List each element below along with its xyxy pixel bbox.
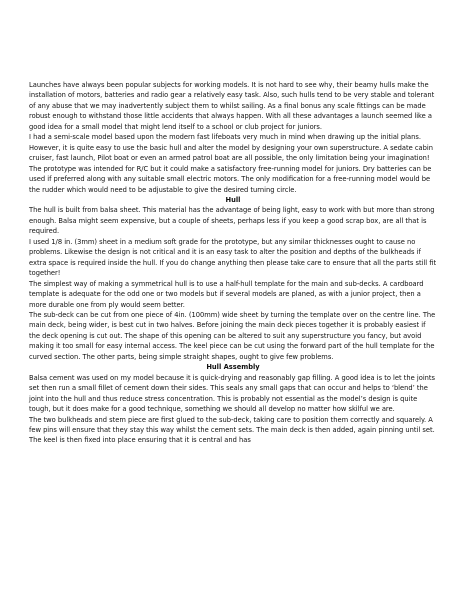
section-heading-hull-assembly: Hull Assembly bbox=[206, 363, 260, 372]
paragraph-hull-1: The hull is built from balsa sheet. This material has the advantage of being light, easy to work with but more than strong enough. Balsa might seem expensive, but a couple of sheets, perhaps less if you keep a good scrap box, are all that is required. bbox=[29, 206, 435, 236]
paragraph-hull-3: The simplest way of making a symmetrical hull is to use a half-hull template for the main and sub-decks. A cardboard template is adequate for the odd one or two models but if several models are planed, as with a junior project, then a more durable one from ply would seem better. bbox=[29, 279, 424, 309]
paragraph-intro-3: The prototype was intended for R/C but it could make a satisfactory free-running model for juniors. Dry batteries can be used if preferred along with any suitable small electric motors. The only modification for a free-running model would be the rudder which would need to be adjustable to give the desired turning circle. bbox=[29, 164, 432, 194]
paragraph-hull-2: I used 1/8 in. (3mm) sheet in a medium soft grade for the prototype, but any similar thicknesses ought to cause no problems. Likewise the design is not critical and it is an easy task to alter the position and depths of the bulkheads if extra space is required inside the hull. If you do change anything then please take care to ensure that all the parts still fit together! bbox=[29, 237, 437, 278]
paragraph-intro-1: Launches have always been popular subjects for working models. It is not hard to see why, their beamy hulls make the installation of motors, batteries and radio gear a relatively easy task. Also, such hulls tend to be very stable and tolerant of any abuse that we may inadvertently subject them to whilst sailing. As a final bonus any scale fittings can be made robust enough to withstand those little accidents that always happen. With all these advantages a launch seemed like a good idea for a small model that might lend itself to a school or club project for juniors. bbox=[29, 81, 435, 131]
paragraph-hull-4: The sub-deck can be cut from one piece of 4in. (100mm) wide sheet by turning the template over on the centre line. The main deck, being wider, is best cut in two halves. Before joining the main deck pieces together it is probably easiest if the deck opening is cut out. The shape of this opening can be altered to suit any superstructure you fancy, but avoid making it too small for easy internal access. The keel piece can be cut using the forward part of the hull template for the curved section. The other parts, being simple straight shapes, ought to give few problems. bbox=[29, 310, 436, 361]
paragraph-intro-2: I had a semi-scale model based upon the modern fast lifeboats very much in mind when drawing up the initial plans. However, it is quite easy to use the basic hull and alter the model by designing your own superstructure. A sedate cabin cruiser, fast launch, Pilot boat or even an armed patrol boat are all possible, the only limitation being your imagination! bbox=[29, 133, 433, 163]
paragraph-assembly-2: The two bulkheads and stem piece are first glued to the sub-deck, taking care to position them correctly and squarely. A few pins will ensure that they stay this way whilst the cement sets. The main deck is then added, again pinning until set. The keel is then fixed into place ensuring that it is central and has bbox=[29, 415, 435, 445]
paragraph-assembly-1: Balsa cement was used on my model because it is quick-drying and reasonably gap filling. A good idea is to let the joints set then run a small fillet of cement down their sides. This seals any small gaps that can occur and helps to ‘blend’ the joint into the hull and thus reduce stress concentration. This is probably not essential as the model’s design is quite tough, but it does make for a good technique, something we should all develop no matter how skilful we are. bbox=[29, 373, 436, 414]
section-heading-hull: Hull bbox=[225, 195, 241, 204]
document-body bbox=[29, 80, 437, 446]
